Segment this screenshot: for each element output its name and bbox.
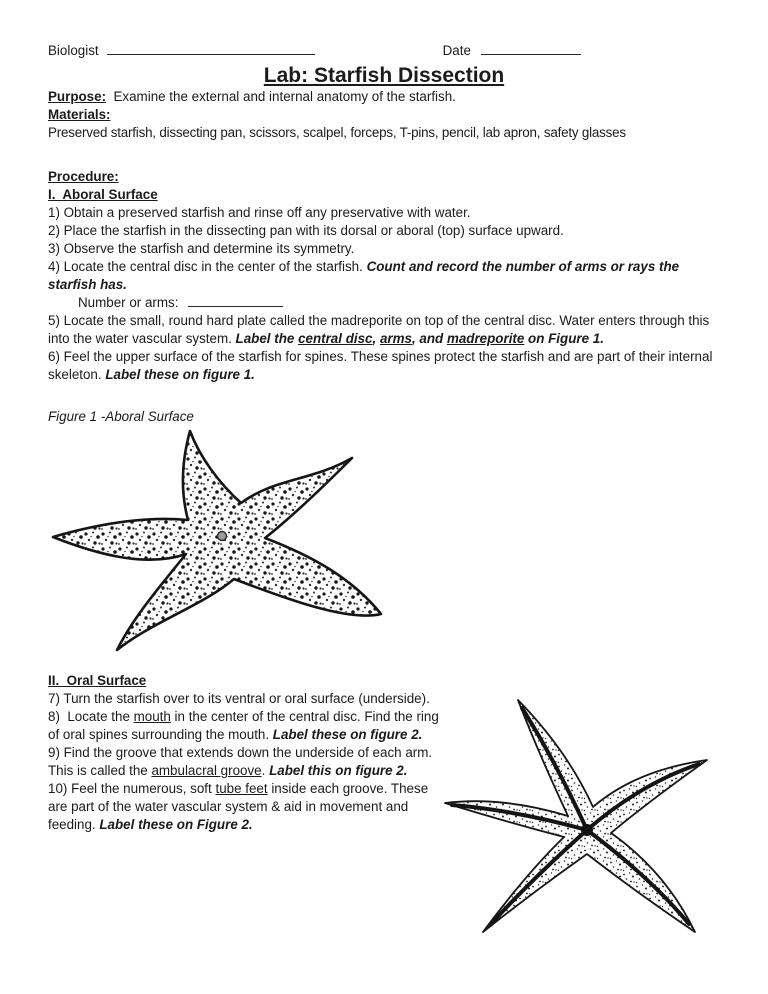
biologist-label: Biologist: [48, 43, 99, 58]
figure1-caption: Figure 1 -Aboral Surface: [48, 409, 194, 424]
number-of-arms-blank: [188, 295, 283, 307]
step-5-instruction: [236, 331, 604, 346]
figure1-starfish-aboral-illustration: [50, 426, 470, 672]
step-8-term-mouth: mouth: [133, 709, 171, 724]
step-9-term-ambulacral-groove: ambulacral groove: [151, 763, 262, 778]
mouth-center: [581, 824, 593, 836]
date-blank-line: [481, 43, 581, 55]
biologist-blank-line: [107, 43, 315, 55]
step-5-term-madreporite: madreporite: [446, 331, 525, 346]
purpose-line: [48, 88, 720, 106]
section1-heading: [48, 186, 720, 204]
starfish-oral-svg: [440, 692, 768, 942]
step-6-text: 6) Feel the upper surface of the starfish for spines. These spines protect the starfish and are part of their internal skeleton.: [48, 349, 717, 382]
page-title: Lab: Starfish Dissection: [263, 64, 505, 87]
procedure-heading: [48, 168, 720, 186]
oral-surface-section: [48, 672, 442, 834]
step-4-text: 4) Locate the central disc in the center of the starfish.: [48, 259, 367, 274]
starfish-body-outline: [445, 700, 707, 932]
step-10-text1: 10) Feel the numerous, soft: [48, 781, 216, 796]
step-5-sep2: , and: [411, 331, 447, 346]
step-5-em-lead: Label the: [235, 331, 299, 346]
materials-heading: [48, 106, 720, 124]
purpose-label: Purpose:: [48, 89, 107, 104]
date-group: [443, 42, 581, 60]
spacer: [48, 142, 720, 168]
step-8-text2: in the center of the central disc. Find the ring of oral spines surrounding the mouth.: [48, 709, 443, 742]
materials-label: Materials:: [48, 107, 111, 122]
section2-heading-text: II. Oral Surface: [48, 673, 147, 688]
step-3: 3) Observe the starfish and determine its symmetry.: [48, 241, 355, 256]
name-date-row: [48, 42, 720, 60]
step-8-instruction: Label these on figure 2.: [272, 727, 423, 742]
date-label: Date: [442, 43, 471, 58]
step-4-instruction: Count and record the number of arms or rays the starfish has.: [48, 259, 683, 292]
step-10: [48, 780, 442, 834]
step-9-text1: 9) Find the groove that extends down the underside of each arm. This is called the: [48, 745, 436, 778]
section1-heading-text: I. Aboral Surface: [48, 187, 158, 202]
step-6: [48, 348, 720, 384]
spacer: [48, 384, 720, 408]
step-9-instruction: Label this on figure 2.: [269, 763, 408, 778]
madreporite-plate: [218, 532, 227, 541]
step-5-text: 5) Locate the small, round hard plate called the madreporite on top of the central disc. Water enters through this into the water vascular system.: [48, 313, 713, 346]
step-10-text2: inside each groove. These are part of the water vascular system & aid in movement and feeding.: [48, 781, 432, 832]
number-of-arms-line: [48, 294, 720, 312]
procedure-label: Procedure:: [48, 169, 119, 184]
starfish-body-outline: [53, 431, 381, 650]
step-8: [48, 708, 442, 744]
step-9-text2: .: [261, 763, 270, 778]
step-9: [48, 744, 442, 780]
figure2-starfish-oral-illustration: [440, 692, 768, 942]
step-5: [48, 312, 720, 348]
step-1: 1) Obtain a preserved starfish and rinse off any preservative with water.: [48, 205, 471, 220]
step-6-instruction: Label these on figure 1.: [105, 367, 255, 382]
step-5-sep1: ,: [372, 331, 380, 346]
step-10-instruction: Label these on Figure 2.: [99, 817, 253, 832]
number-of-arms-label: Number or arms:: [78, 295, 179, 310]
starfish-aboral-svg: [50, 426, 470, 672]
step-5-em-tail: on Figure 1.: [524, 331, 604, 346]
step-5-term-central-disc: central disc: [298, 331, 373, 346]
step-4: [48, 258, 720, 294]
step-2: 2) Place the starfish in the dissecting pan with its dorsal or aboral (top) surface upward.: [48, 223, 564, 238]
step-8-text1: 8) Locate the: [48, 709, 134, 724]
purpose-text: Examine the external and internal anatomy of the starfish.: [106, 89, 456, 104]
step-10-term-tube-feet: tube feet: [215, 781, 268, 796]
step-7: 7) Turn the starfish over to its ventral or oral surface (underside).: [48, 691, 430, 706]
section2-heading: [48, 672, 442, 690]
materials-list: Preserved starfish, dissecting pan, scissors, scalpel, forceps, T-pins, pencil, lab apron, safety glasses: [48, 125, 626, 140]
step-5-term-arms: arms: [379, 331, 412, 346]
